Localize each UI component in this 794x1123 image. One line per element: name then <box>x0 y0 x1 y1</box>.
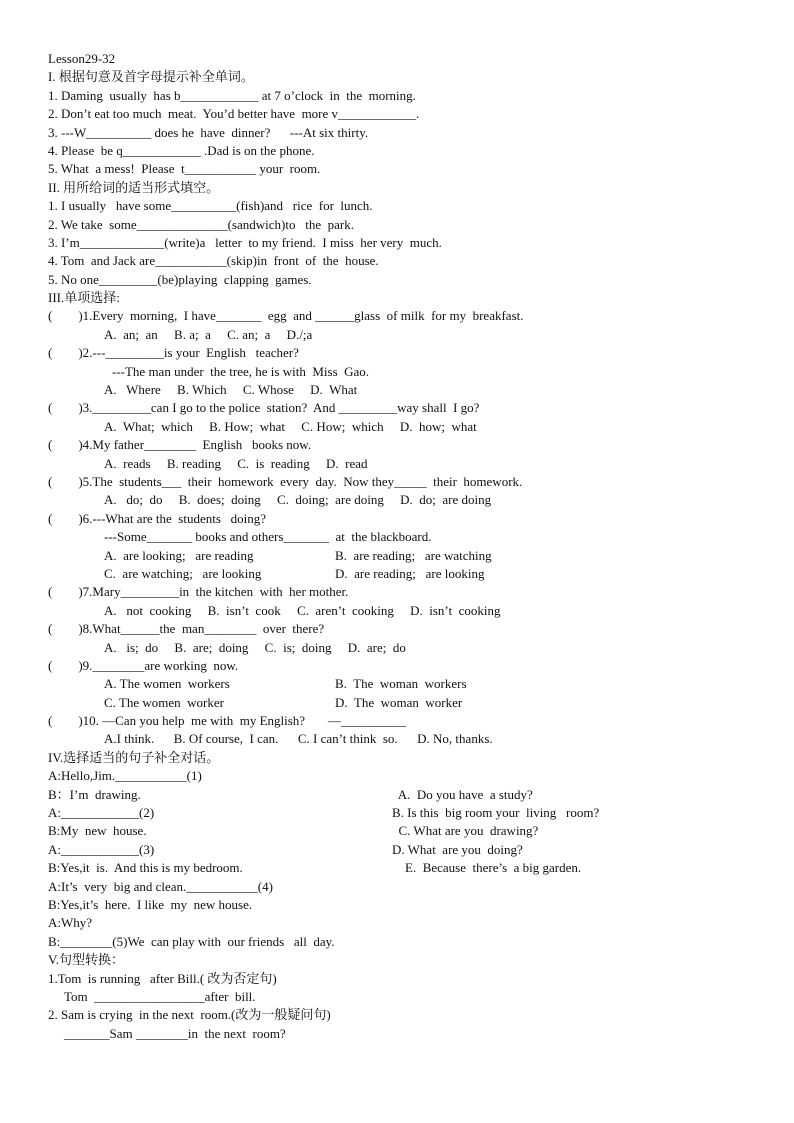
q9-option-a: A. The women workers <box>104 676 230 692</box>
q2-line2: ---The man under the tree, he is with Miss Gao. <box>112 363 370 379</box>
q7-stem: ( )7.Mary_________in the kitchen with her mother. <box>48 584 349 600</box>
q2-options: A. Where B. Which C. Whose D. What <box>104 382 358 398</box>
q6-options-row1 <box>48 547 768 565</box>
q5-stem: ( )5.The students___ their homework every day. Now they_____ their homework. <box>48 473 523 489</box>
q2-stem: ( )2.---_________is your English teacher? <box>48 345 299 361</box>
section1-heading: I. 根据句意及首字母提示补全单词。 <box>48 69 254 85</box>
lesson-title: Lesson29-32 <box>48 51 116 66</box>
s1-item-1: 1. Daming usually has b____________ at 7 o’clock in the morning. <box>48 87 416 103</box>
dialogue-option: C. What are you drawing? <box>366 823 539 839</box>
dialogue-line-1 <box>48 767 768 785</box>
q3-stem: ( )3._________can I go to the police station? And _________way shall I go? <box>48 400 480 416</box>
dialogue-left: B:________(5)We can play with our friends all day. <box>48 933 335 949</box>
s2-item-1: 1. I usually have some__________(fish)and rice for lunch. <box>48 198 373 214</box>
s2-item-5: 5. No one_________(be)playing clapping games. <box>48 271 312 287</box>
dialogue-option: B. Is this big room your living room? <box>366 805 600 821</box>
s5-q1: 1.Tom is running after Bill.( 改为否定句) <box>48 970 277 986</box>
s2-item-3: 3. I’m_____________(write)a letter to my friend. I miss her very much. <box>48 234 442 250</box>
dialogue-line-4 <box>48 822 768 840</box>
q8-stem: ( )8.What______the man________ over there? <box>48 621 325 637</box>
dialogue-left: B:Yes,it is. And this is my bedroom. <box>48 860 243 876</box>
q6-option-c: C. are watching; are looking <box>104 565 262 581</box>
q4-stem: ( )4.My father________ English books now. <box>48 437 312 453</box>
q9-option-d: D. The woman worker <box>335 694 463 710</box>
dialogue-left: A:It’s very big and clean.___________(4) <box>48 878 273 894</box>
dialogue-option: D. What are you doing? <box>366 841 523 857</box>
s5-q2: 2. Sam is crying in the next room.(改为一般疑问句) <box>48 1007 331 1023</box>
dialogue-option: A. Do you have a study? <box>366 786 533 802</box>
q6-option-d: D. are reading; are looking <box>335 565 485 581</box>
q4-options: A. reads B. reading C. is reading D. read <box>104 455 368 471</box>
s5-q1-answer: Tom _________________after bill. <box>64 988 256 1004</box>
dialogue-left: A:Why? <box>48 915 93 931</box>
dialogue-left: A:____________(3) <box>48 841 155 857</box>
section2-heading: II. 用所给词的适当形式填空。 <box>48 179 220 195</box>
s2-item-2: 2. We take some______________(sandwich)to the park. <box>48 216 354 232</box>
s1-item-3: 3. ---W__________ does he have dinner? ---At six thirty. <box>48 124 369 140</box>
section3-heading: III.单项选择: <box>48 290 120 306</box>
dialogue-line-8 <box>48 896 768 914</box>
dialogue-left: A:Hello,Jim.___________(1) <box>48 768 202 784</box>
dialogue-line-6 <box>48 859 768 877</box>
section4-heading: IV.选择适当的句子补全对话。 <box>48 749 220 765</box>
q9-stem: ( )9.________are working now. <box>48 657 239 673</box>
section5-heading: V.句型转换： <box>48 952 124 968</box>
q5-options: A. do; do B. does; doing C. doing; are doing D. do; are doing <box>104 492 492 508</box>
q7-options: A. not cooking B. isn’t cook C. aren’t cooking D. isn’t cooking <box>104 602 501 618</box>
q10-stem: ( )10. —Can you help me with my English? —__________ <box>48 713 406 729</box>
q6-line2: ---Some_______ books and others_______ at the blackboard. <box>104 529 432 545</box>
q9-options-row1 <box>48 675 768 693</box>
q6-stem: ( )6.---What are the students doing? <box>48 510 267 526</box>
dialogue-left: B:My new house. <box>48 823 147 839</box>
q9-option-c: C. The women worker <box>104 694 224 710</box>
q9-options-row2 <box>48 694 768 712</box>
s5-q2-answer: _______Sam ________in the next room? <box>64 1025 286 1041</box>
q3-options: A. What; which B. How; what C. How; which D. how; what <box>104 418 477 434</box>
s1-item-5: 5. What a mess! Please t___________ your room. <box>48 161 321 177</box>
q9-option-b: B. The woman workers <box>335 676 467 692</box>
dialogue-left: A:____________(2) <box>48 805 155 821</box>
dialogue-line-5 <box>48 841 768 859</box>
dialogue-line-3 <box>48 804 768 822</box>
s1-item-4: 4. Please be q____________ .Dad is on the phone. <box>48 142 315 158</box>
s1-item-2: 2. Don’t eat too much meat. You’d better have more v____________. <box>48 106 420 122</box>
q1-stem: ( )1.Every morning, I have_______ egg and ______glass of milk for my breakfast. <box>48 308 524 324</box>
dialogue-left: B：I’m drawing. <box>48 786 141 802</box>
q10-options: A.I think. B. Of course, I can. C. I can’t think so. D. No, thanks. <box>104 731 493 747</box>
q8-options: A. is; do B. are; doing C. is; doing D. are; do <box>104 639 406 655</box>
dialogue-option: E. Because there’s a big garden. <box>366 860 582 876</box>
dialogue-left: B:Yes,it’s here. I like my new house. <box>48 896 253 912</box>
q6-option-b: B. are reading; are watching <box>335 547 492 563</box>
q6-options-row2 <box>48 565 768 583</box>
dialogue-line-9 <box>48 914 768 932</box>
q6-option-a: A. are looking; are reading <box>104 547 254 563</box>
dialogue-line-10 <box>48 933 768 951</box>
s2-item-4: 4. Tom and Jack are___________(skip)in front of the house. <box>48 253 379 269</box>
q1-options: A. an; an B. a; a C. an; a D./;a <box>104 326 313 342</box>
dialogue-line-7 <box>48 878 768 896</box>
dialogue-line-2 <box>48 786 768 804</box>
worksheet <box>48 50 768 1043</box>
